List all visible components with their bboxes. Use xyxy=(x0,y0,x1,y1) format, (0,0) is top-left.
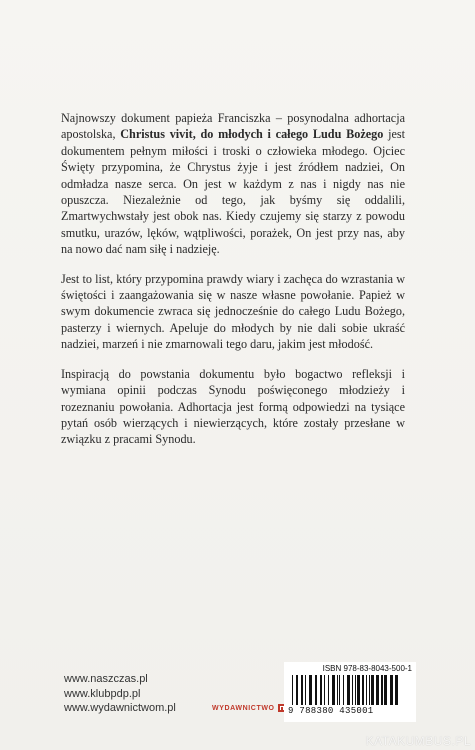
barcode-bar xyxy=(343,675,344,705)
website-link-naszczas: www.naszczas.pl xyxy=(64,673,148,685)
blurb-paragraph-3: Inspiracją do powstania dokumentu było bogactwo refleksji i wymiana opinii podczas Synodu poświęconego młodzieży i rozeznaniu powołania. Adhortacja jest formą odpowiedzi na tysiące pytań osób wierzących i niewierzących, które zostały przesłane w związku z pracami Synodu. xyxy=(61,366,405,447)
isbn-barcode-block xyxy=(284,662,416,722)
barcode-bar xyxy=(366,675,367,705)
publisher-logo xyxy=(212,704,286,712)
paragraph-1-rest: jest dokumentem pełnym miłości i troski o człowieka młodego. Ojciec Święty przypomina, że Chrystus żyje i jest źródłem nadziei, On odmładza nasze serca. On jest w każdym z nas i nigdy nas nie opuszcza. Niezależnie od tego, jak byśmy się oddalili, Zmartwychwstały jest obok nas. Kiedy czujemy się starzy z powodu smutku, urazów, lęków, wątpliwości, porażek, On jest przy nas, aby na nowo dać nam siłę i nadzieję. xyxy=(61,127,406,257)
document-title: Christus vivit, do młodych i całego Ludu Bożego xyxy=(120,127,384,142)
barcode-bar xyxy=(352,675,353,705)
barcode-bar xyxy=(390,675,393,705)
barcode-bar xyxy=(320,675,322,705)
barcode-bar xyxy=(357,675,360,705)
barcode-bar xyxy=(376,675,379,705)
barcode-digits: 9 788380 435001 xyxy=(288,706,374,716)
website-link-klubpdp: www.klubpdp.pl xyxy=(64,687,141,700)
barcode-bar xyxy=(347,675,350,705)
website-link-wydawnictwom: www.wydawnictwom.pl xyxy=(64,702,176,714)
barcode-bar xyxy=(328,675,329,705)
blurb-paragraph-2: Jest to list, który przypomina prawdy wiary i zachęca do wzrastania w świętości i zaangażowania się w nasze własne powołanie. Papież w swym dokumencie zwraca się jednocześnie do całego Ludu Bożego, pasterzy i wiernych. Apeluje do młodych by nie dali sobie ukraść nadziei, marzeń i nie zmarnowali tego daru, jakim jest młodość. xyxy=(61,271,405,352)
barcode-bar xyxy=(395,675,398,705)
barcode-bar xyxy=(339,675,340,705)
barcode-bar xyxy=(371,675,374,705)
barcode-bar xyxy=(337,675,338,705)
blurb-text xyxy=(61,110,405,461)
barcode-bar xyxy=(292,675,293,705)
barcode-bar xyxy=(309,675,312,705)
barcode-bar xyxy=(355,675,356,705)
barcode-bar xyxy=(381,675,383,705)
isbn-label: ISBN 978-83-8043-500-1 xyxy=(322,664,412,673)
website-list xyxy=(64,672,176,716)
blurb-paragraph-1 xyxy=(61,110,405,258)
barcode-bar xyxy=(324,675,325,705)
barcode-bar xyxy=(305,675,306,705)
barcode-bar xyxy=(301,675,303,705)
barcode-icon xyxy=(290,675,410,705)
publisher-name: WYDAWNICTWO xyxy=(212,704,275,712)
paragraph-1-intro: Najnowszy dokument papieża Franciszka – posynodalna adhortacja apostolska, xyxy=(61,111,405,142)
barcode-bar xyxy=(362,675,364,705)
barcode-bar xyxy=(369,675,370,705)
barcode-bar xyxy=(315,675,317,705)
barcode-bar xyxy=(384,675,387,705)
watermark-text: KATAKUMBUS.PL xyxy=(365,734,471,748)
barcode-bar xyxy=(296,675,298,705)
barcode-bar xyxy=(332,675,335,705)
